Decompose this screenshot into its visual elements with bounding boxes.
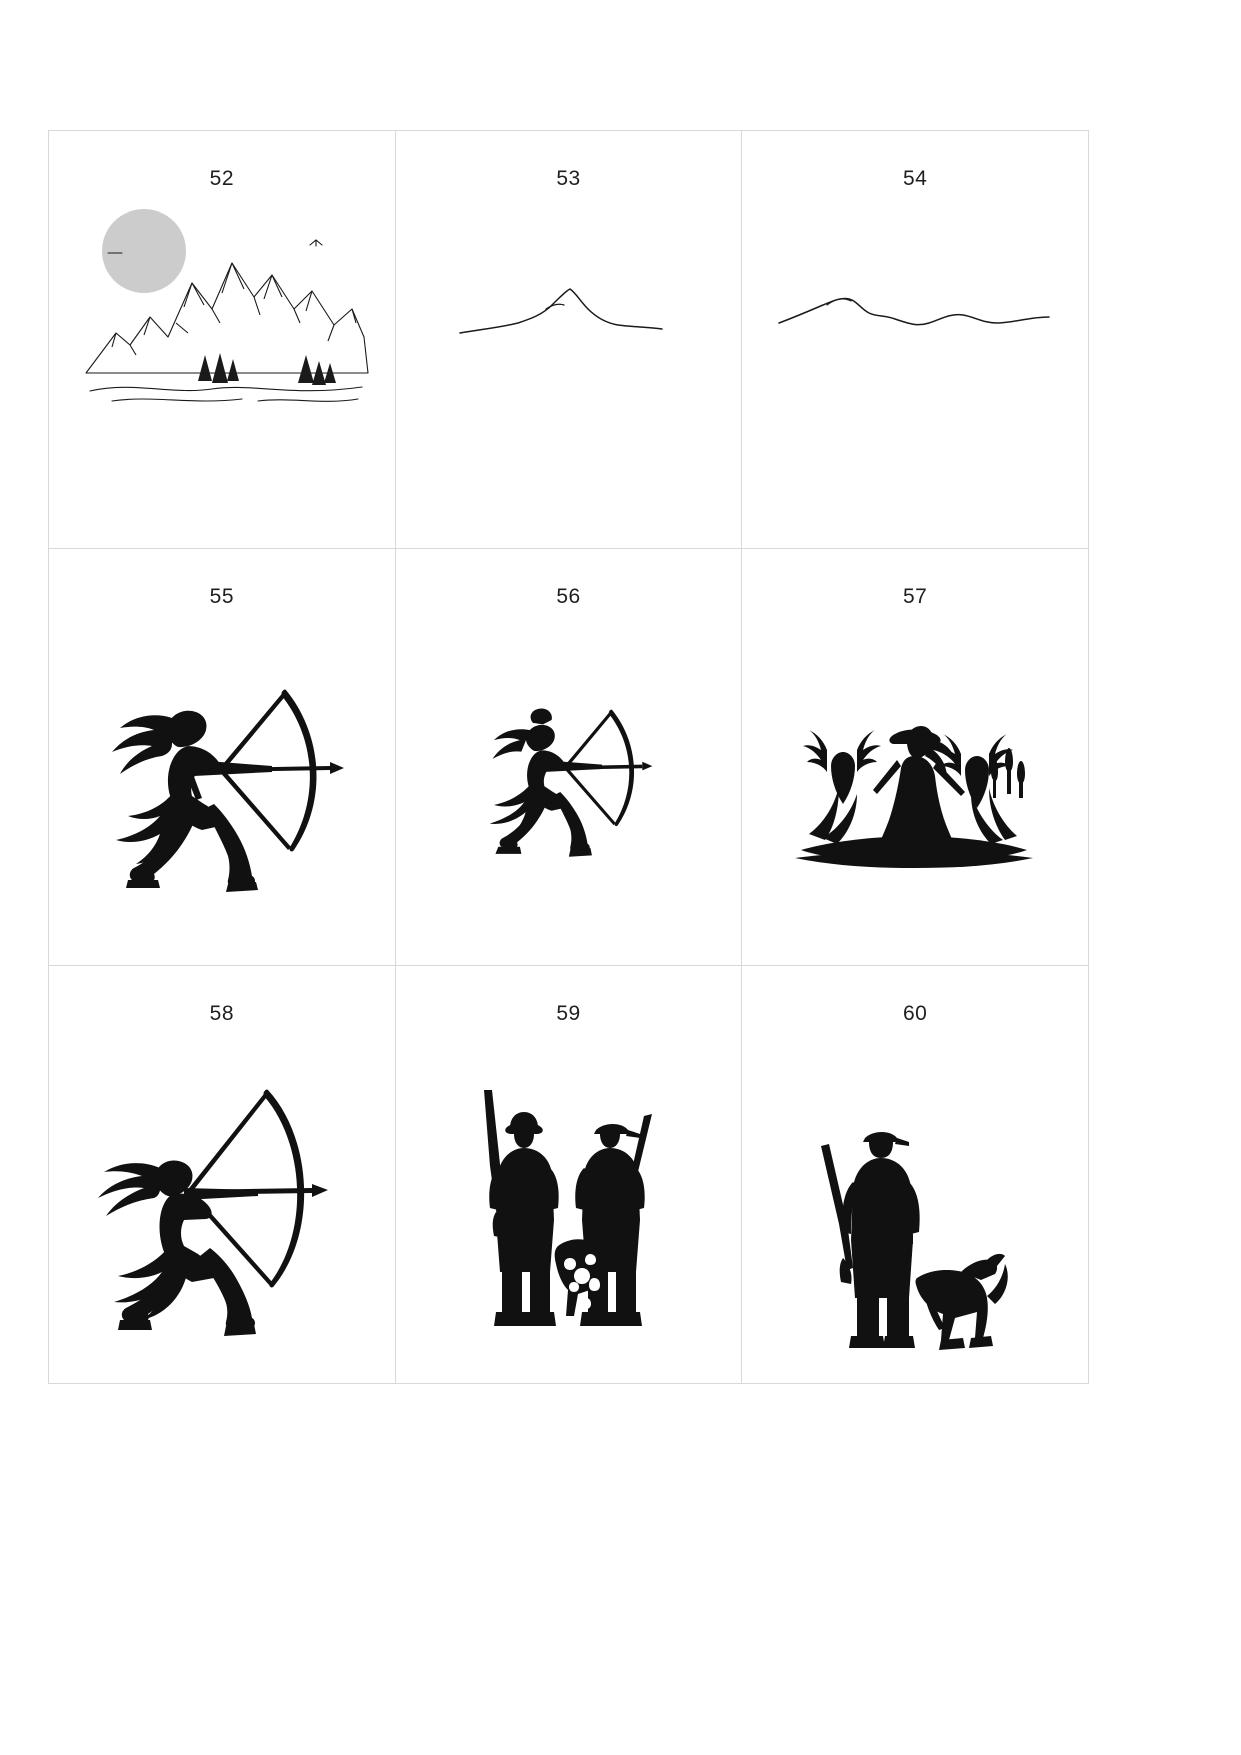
- grid-cell-53[interactable]: [396, 131, 743, 549]
- grid-cell-57[interactable]: [742, 549, 1089, 967]
- cell-label: 58: [209, 1002, 234, 1026]
- two-hunters-with-pointer-dog-silhouette: [396, 1040, 742, 1383]
- cell-label: 55: [209, 584, 234, 608]
- grid-cell-55[interactable]: [49, 549, 396, 967]
- huntress-with-stag-and-reeds-silhouette: [742, 623, 1088, 966]
- grid-cell-52[interactable]: [49, 131, 396, 549]
- cell-label: 56: [556, 584, 581, 608]
- mountain-range-engraving-with-sun-illustration: [49, 205, 395, 548]
- hunter-with-rifle-and-dog-silhouette: [742, 1040, 1088, 1383]
- thumbnail-grid: [48, 130, 1089, 1384]
- cell-label: 59: [556, 1002, 581, 1026]
- cell-label: 53: [556, 167, 581, 190]
- minimal-mountain-horizon-line-illustration: [742, 205, 1088, 548]
- cell-label: 60: [902, 1002, 928, 1026]
- female-archer-drawing-bow-silhouette: [49, 623, 395, 966]
- female-archer-lunging-silhouette: [49, 1040, 395, 1383]
- grid-cell-54[interactable]: [742, 131, 1089, 549]
- cell-label: 57: [902, 584, 928, 608]
- minimal-mountain-ridge-line-illustration: [396, 205, 742, 548]
- grid-cell-56[interactable]: [396, 549, 743, 967]
- grid-cell-59[interactable]: [396, 966, 743, 1384]
- cell-label: 54: [902, 167, 928, 190]
- grid-cell-58[interactable]: [49, 966, 396, 1384]
- grid-cell-60[interactable]: [742, 966, 1089, 1384]
- cell-label: 52: [209, 167, 234, 190]
- female-archer-small-silhouette: [396, 623, 742, 966]
